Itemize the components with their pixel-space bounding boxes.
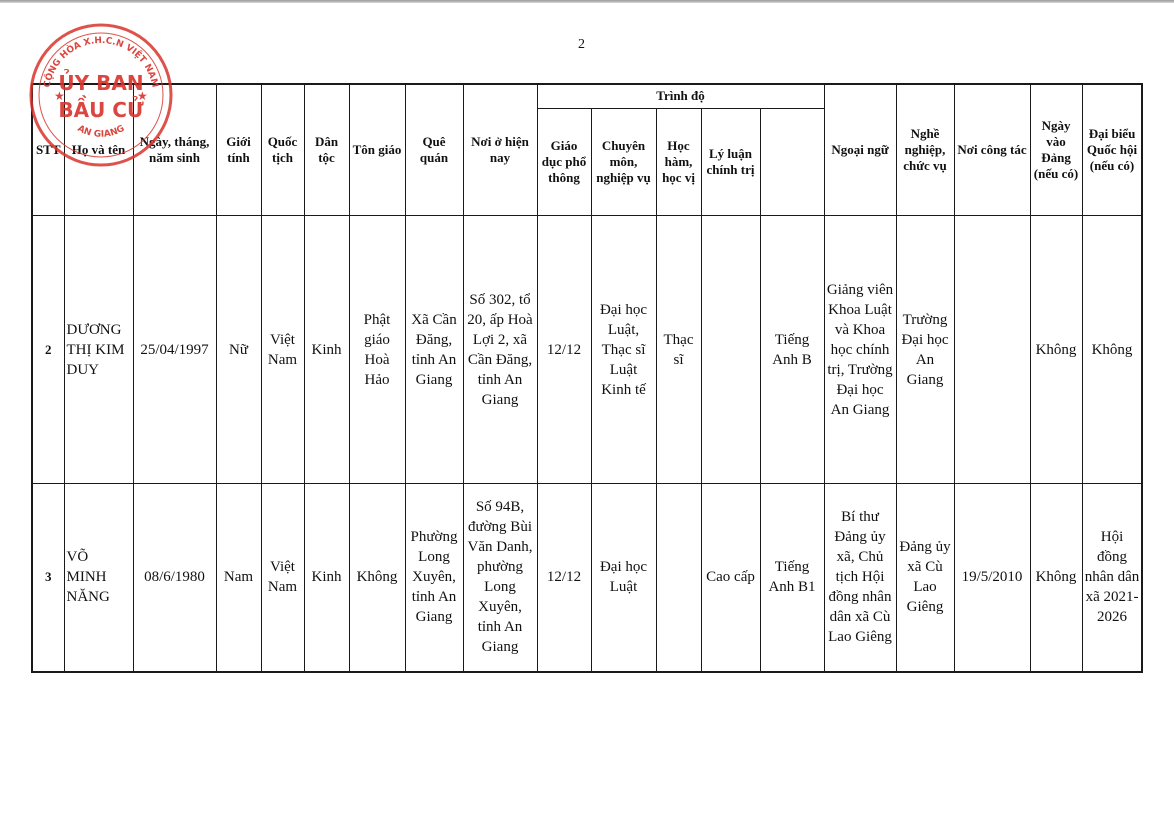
cell-council-delegate: Hội đồng nhân dân xã 2021-2026: [1082, 484, 1142, 672]
cell-gender: Nam: [216, 484, 261, 672]
cell-na-delegate: Không: [1030, 484, 1082, 672]
cell-occupation: Giảng viên Khoa Luật và Khoa học chính trị, Trường Đại học An Giang: [824, 216, 896, 484]
header-dob: Ngày, tháng, năm sinh: [133, 84, 216, 216]
cell-hometown: Phường Long Xuyên, tỉnh An Giang: [405, 484, 463, 672]
seal-line-2: BẦU CỬ: [58, 98, 144, 122]
seal-ring-bottom: AN GIANG: [75, 123, 127, 140]
cell-council-delegate: Không: [1082, 216, 1142, 484]
header-education-group: Trình độ: [537, 84, 824, 108]
cell-religion: Phật giáo Hoà Hảo: [349, 216, 405, 484]
header-gender: Giới tính: [216, 84, 261, 216]
cell-na-delegate: Không: [1030, 216, 1082, 484]
page-number: 2: [578, 37, 585, 52]
cell-party-date: [954, 216, 1030, 484]
cell-dob: 08/6/1980: [133, 484, 216, 672]
header-stt: STT: [32, 84, 64, 216]
cell-stt: 3: [32, 484, 64, 672]
candidate-table: [31, 83, 1143, 673]
header-ethnicity: Dân tộc: [304, 84, 349, 216]
cell-nationality: Việt Nam: [261, 216, 304, 484]
scan-top-edge: [0, 0, 1174, 3]
header-name: Họ và tên: [64, 84, 133, 216]
cell-party-date: 19/5/2010: [954, 484, 1030, 672]
cell-religion: Không: [349, 484, 405, 672]
cell-dob: 25/04/1997: [133, 216, 216, 484]
cell-hometown: Xã Cần Đăng, tỉnh An Giang: [405, 216, 463, 484]
header-residence: Nơi ở hiện nay: [463, 84, 537, 216]
header-general-ed: Giáo dục phổ thông: [537, 108, 591, 216]
cell-degree: Thạc sĩ: [656, 216, 701, 484]
seal-line-1: ỦY BAN: [58, 71, 144, 95]
cell-political: Cao cấp: [701, 484, 760, 672]
table-row: [32, 216, 1142, 484]
cell-residence: Số 302, tổ 20, ấp Hoà Lợi 2, xã Cần Đăng, tỉnh An Giang: [463, 216, 537, 484]
cell-name: DƯƠNG THỊ KIM DUY: [64, 216, 133, 484]
cell-general-ed: 12/12: [537, 216, 591, 484]
table-row: [32, 484, 1142, 672]
header-professional: Chuyên môn, nghiệp vụ: [591, 108, 656, 216]
header-hometown: Quê quán: [405, 84, 463, 216]
cell-ethnicity: Kinh: [304, 484, 349, 672]
cell-language: Tiếng Anh B1: [760, 484, 824, 672]
cell-workplace: Trường Đại học An Giang: [896, 216, 954, 484]
seal-ring-top: CỘNG HÒA X.H.C.N VIỆT NAM: [42, 35, 160, 89]
header-party-date: Ngày vào Đảng (nếu có): [1030, 84, 1082, 216]
cell-professional: Đại học Luật, Thạc sĩ Luật Kinh tế: [591, 216, 656, 484]
seal-star-right-icon: ★: [137, 89, 148, 103]
header-workplace: Nơi công tác: [954, 84, 1030, 216]
cell-general-ed: 12/12: [537, 484, 591, 672]
cell-occupation: Bí thư Đảng ủy xã, Chủ tịch Hội đồng nhân dân xã Cù Lao Giêng: [824, 484, 896, 672]
header-na-delegate: Đại biểu Quốc hội (nếu có): [1082, 84, 1142, 216]
header-religion: Tôn giáo: [349, 84, 405, 216]
header-occupation: Nghề nghiệp, chức vụ: [896, 84, 954, 216]
cell-stt: 2: [32, 216, 64, 484]
svg-text:CỘNG HÒA X.H.C.N VIỆT NAM: [43, 36, 160, 89]
cell-degree: [656, 484, 701, 672]
cell-gender: Nữ: [216, 216, 261, 484]
header-nationality: Quốc tịch: [261, 84, 304, 216]
seal-star-left-icon: ★: [54, 89, 65, 103]
cell-political: [701, 216, 760, 484]
header-political: Lý luận chính trị: [701, 108, 760, 216]
cell-professional: Đại học Luật: [591, 484, 656, 672]
cell-nationality: Việt Nam: [261, 484, 304, 672]
cell-workplace: Đảng ủy xã Cù Lao Giêng: [896, 484, 954, 672]
header-degree: Học hàm, học vị: [656, 108, 701, 216]
header-language: Ngoại ngữ: [824, 84, 896, 216]
cell-residence: Số 94B, đường Bùi Văn Danh, phường Long Xuyên, tỉnh An Giang: [463, 484, 537, 672]
cell-name: VÕ MINH NĂNG: [64, 484, 133, 672]
cell-language: Tiếng Anh B: [760, 216, 824, 484]
cell-ethnicity: Kinh: [304, 216, 349, 484]
